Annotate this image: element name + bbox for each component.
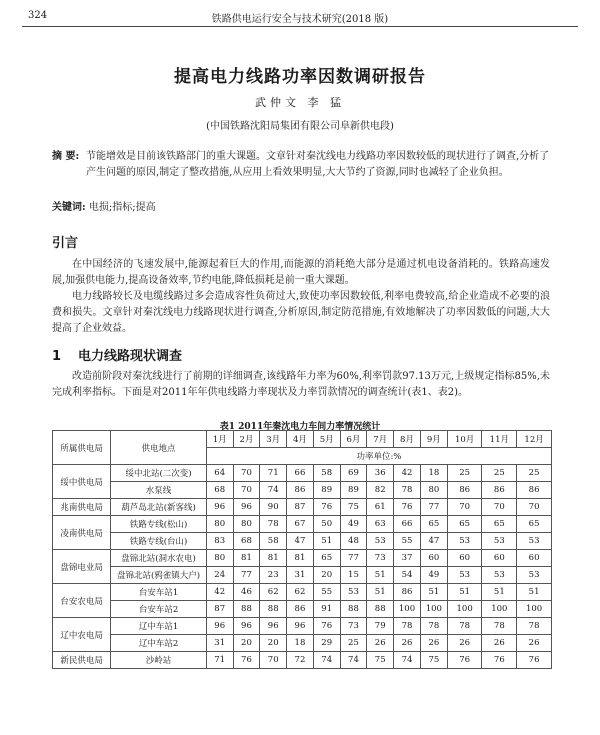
cell-value: 67 bbox=[287, 516, 314, 533]
cell-value: 76 bbox=[482, 652, 517, 669]
power-factor-table bbox=[52, 430, 552, 669]
cell-value: 86 bbox=[447, 482, 482, 499]
cell-value: 87 bbox=[287, 499, 314, 516]
cell-value: 83 bbox=[206, 533, 233, 550]
cell-value: 60 bbox=[420, 550, 447, 567]
section-1-number: 1 bbox=[52, 349, 62, 364]
cell-value: 77 bbox=[233, 567, 260, 584]
cell-value: 20 bbox=[260, 635, 287, 652]
cell-value: 42 bbox=[394, 465, 421, 482]
cell-value: 62 bbox=[260, 584, 287, 601]
page-number: 324 bbox=[28, 10, 48, 21]
cell-value: 78 bbox=[420, 618, 447, 635]
section-1-heading bbox=[52, 345, 182, 364]
cell-station: 辽中车站1 bbox=[111, 618, 207, 635]
cell-value: 74 bbox=[394, 652, 421, 669]
cell-value: 75 bbox=[367, 652, 394, 669]
table-body bbox=[53, 465, 552, 669]
cell-value: 51 bbox=[367, 584, 394, 601]
cell-value: 62 bbox=[287, 584, 314, 601]
cell-value: 58 bbox=[260, 533, 287, 550]
cell-value: 75 bbox=[420, 652, 447, 669]
cell-value: 87 bbox=[206, 601, 233, 618]
cell-station: 绥中北站(二次变) bbox=[111, 465, 207, 482]
header-month: 2月 bbox=[233, 431, 260, 448]
cell-value: 26 bbox=[420, 635, 447, 652]
cell-value: 53 bbox=[367, 533, 394, 550]
cell-value: 81 bbox=[287, 550, 314, 567]
cell-value: 50 bbox=[313, 516, 340, 533]
header-bureau: 所属供电局 bbox=[53, 431, 111, 465]
cell-value: 81 bbox=[260, 550, 287, 567]
cell-station: 葫芦岛北站(新客线) bbox=[111, 499, 207, 516]
cell-value: 70 bbox=[233, 465, 260, 482]
header-month: 9月 bbox=[420, 431, 447, 448]
cell-value: 24 bbox=[206, 567, 233, 584]
section-1-title: 电力线路现状调查 bbox=[78, 349, 183, 364]
cell-value: 53 bbox=[517, 567, 552, 584]
cell-value: 31 bbox=[287, 567, 314, 584]
cell-value: 25 bbox=[447, 465, 482, 482]
header-month: 3月 bbox=[260, 431, 287, 448]
table-row bbox=[53, 601, 552, 618]
cell-bureau: 新民供电局 bbox=[53, 652, 111, 669]
cell-value: 100 bbox=[394, 601, 421, 618]
cell-value: 77 bbox=[420, 499, 447, 516]
cell-value: 18 bbox=[420, 465, 447, 482]
header-month: 5月 bbox=[313, 431, 340, 448]
cell-station: 沙岭站 bbox=[111, 652, 207, 669]
header-month: 6月 bbox=[340, 431, 367, 448]
cell-value: 100 bbox=[482, 601, 517, 618]
cell-value: 26 bbox=[447, 635, 482, 652]
cell-value: 70 bbox=[233, 482, 260, 499]
intro-paragraph-1: 在中国经济的飞速发展中,能源起着巨大的作用,而能源的消耗绝大部分是通过机电设备消耗的。铁路高速发展,加强供电能力,提高设备效率,节约电能,降低损耗是前一重大课题。 bbox=[52, 259, 550, 286]
section-1-paragraph: 改造前阶段对秦沈线进行了前期的详细调查,该线路年力率为60%,利率罚款97.13万元,上级规定指标85%,未完成利率指标。下面是对2011年年供电线路力率现状及力率罚款情况的调查统计(表1、表2)。 bbox=[52, 371, 550, 398]
cell-value: 70 bbox=[260, 652, 287, 669]
cell-value: 77 bbox=[340, 550, 367, 567]
cell-value: 100 bbox=[447, 601, 482, 618]
cell-value: 74 bbox=[260, 482, 287, 499]
intro-paragraph-2: 电力线路较长及电缆线路过多会造成容性负荷过大,致使功率因数较低,利率电费较高,给企业造成不必要的浪费和损失。文章针对秦沈线电力线路现状进行调查,分析原因,制定防范措施,有效地解决了功率因数低的问题,大大提高了企业效益。 bbox=[52, 291, 550, 334]
cell-value: 65 bbox=[420, 516, 447, 533]
cell-value: 36 bbox=[367, 465, 394, 482]
cell-bureau: 台安农电局 bbox=[53, 584, 111, 618]
cell-value: 73 bbox=[367, 550, 394, 567]
cell-value: 26 bbox=[517, 635, 552, 652]
cell-value: 89 bbox=[340, 482, 367, 499]
cell-value: 46 bbox=[233, 584, 260, 601]
cell-station: 台安车站1 bbox=[111, 584, 207, 601]
header-month: 11月 bbox=[482, 431, 517, 448]
cell-value: 78 bbox=[260, 516, 287, 533]
cell-value: 100 bbox=[517, 601, 552, 618]
cell-value: 37 bbox=[394, 550, 421, 567]
cell-value: 76 bbox=[517, 652, 552, 669]
cell-value: 65 bbox=[517, 516, 552, 533]
cell-value: 53 bbox=[517, 533, 552, 550]
cell-value: 48 bbox=[340, 533, 367, 550]
cell-value: 25 bbox=[482, 465, 517, 482]
cell-value: 78 bbox=[482, 618, 517, 635]
cell-value: 63 bbox=[367, 516, 394, 533]
cell-value: 70 bbox=[447, 499, 482, 516]
cell-value: 86 bbox=[394, 584, 421, 601]
cell-value: 76 bbox=[233, 652, 260, 669]
cell-bureau: 绥中供电局 bbox=[53, 465, 111, 499]
cell-value: 70 bbox=[517, 499, 552, 516]
cell-value: 54 bbox=[394, 567, 421, 584]
cell-value: 65 bbox=[447, 516, 482, 533]
cell-value: 80 bbox=[420, 482, 447, 499]
cell-value: 86 bbox=[482, 482, 517, 499]
cell-station: 盘锦北站(鸦雀镇大户) bbox=[111, 567, 207, 584]
cell-value: 76 bbox=[394, 499, 421, 516]
cell-station: 辽中车站2 bbox=[111, 635, 207, 652]
cell-value: 60 bbox=[482, 550, 517, 567]
table-header-row bbox=[53, 431, 552, 448]
cell-value: 70 bbox=[482, 499, 517, 516]
cell-station: 盘锦北站(洞水农电) bbox=[111, 550, 207, 567]
cell-value: 47 bbox=[287, 533, 314, 550]
cell-bureau: 辽中农电局 bbox=[53, 618, 111, 652]
cell-bureau: 兆南供电局 bbox=[53, 499, 111, 516]
header-unit: 功率单位:% bbox=[206, 448, 551, 465]
table-caption: 表1 2011年秦沈电力车间力率情况统计 bbox=[219, 422, 381, 432]
cell-value: 100 bbox=[420, 601, 447, 618]
header-month: 8月 bbox=[394, 431, 421, 448]
header-month: 1月 bbox=[206, 431, 233, 448]
cell-value: 78 bbox=[517, 618, 552, 635]
cell-value: 76 bbox=[447, 652, 482, 669]
cell-value: 86 bbox=[287, 601, 314, 618]
cell-value: 26 bbox=[482, 635, 517, 652]
table-row bbox=[53, 482, 552, 499]
cell-value: 65 bbox=[482, 516, 517, 533]
table-row bbox=[53, 533, 552, 550]
cell-value: 53 bbox=[482, 533, 517, 550]
cell-value: 79 bbox=[367, 618, 394, 635]
cell-station: 水泵线 bbox=[111, 482, 207, 499]
table-row bbox=[53, 584, 552, 601]
header-month: 4月 bbox=[287, 431, 314, 448]
cell-value: 80 bbox=[233, 516, 260, 533]
cell-value: 69 bbox=[340, 465, 367, 482]
table-head bbox=[53, 431, 552, 465]
cell-value: 71 bbox=[260, 465, 287, 482]
cell-value: 80 bbox=[206, 516, 233, 533]
cell-value: 65 bbox=[313, 550, 340, 567]
cell-value: 15 bbox=[340, 567, 367, 584]
table-row bbox=[53, 516, 552, 533]
cell-value: 51 bbox=[420, 584, 447, 601]
cell-value: 96 bbox=[233, 499, 260, 516]
cell-value: 90 bbox=[260, 499, 287, 516]
cell-value: 49 bbox=[420, 567, 447, 584]
cell-value: 88 bbox=[340, 601, 367, 618]
journal-title: 铁路供电运行安全与技术研究(2018 版) bbox=[211, 14, 389, 25]
table-row bbox=[53, 635, 552, 652]
cell-value: 51 bbox=[517, 584, 552, 601]
header-station: 供电地点 bbox=[111, 431, 207, 465]
cell-value: 42 bbox=[206, 584, 233, 601]
cell-value: 68 bbox=[206, 482, 233, 499]
cell-value: 20 bbox=[313, 567, 340, 584]
cell-value: 51 bbox=[367, 567, 394, 584]
cell-value: 31 bbox=[206, 635, 233, 652]
authors: 武仲文 李 猛 bbox=[255, 96, 345, 109]
cell-value: 53 bbox=[340, 584, 367, 601]
cell-station: 铁路专线(松山) bbox=[111, 516, 207, 533]
keywords bbox=[52, 198, 550, 213]
cell-value: 96 bbox=[287, 618, 314, 635]
cell-value: 74 bbox=[313, 652, 340, 669]
cell-value: 26 bbox=[394, 635, 421, 652]
cell-value: 64 bbox=[206, 465, 233, 482]
abstract-label: 摘 要: bbox=[52, 151, 80, 162]
cell-value: 96 bbox=[206, 499, 233, 516]
cell-value: 86 bbox=[517, 482, 552, 499]
cell-value: 47 bbox=[420, 533, 447, 550]
cell-station: 铁路专线(台山) bbox=[111, 533, 207, 550]
keywords-label: 关键词: bbox=[52, 202, 86, 213]
cell-value: 51 bbox=[313, 533, 340, 550]
cell-value: 75 bbox=[340, 499, 367, 516]
cell-value: 89 bbox=[313, 482, 340, 499]
cell-value: 68 bbox=[233, 533, 260, 550]
cell-value: 55 bbox=[313, 584, 340, 601]
cell-value: 53 bbox=[447, 567, 482, 584]
cell-value: 23 bbox=[260, 567, 287, 584]
cell-value: 74 bbox=[340, 652, 367, 669]
cell-value: 72 bbox=[287, 652, 314, 669]
table-row bbox=[53, 567, 552, 584]
cell-value: 76 bbox=[313, 499, 340, 516]
cell-value: 66 bbox=[394, 516, 421, 533]
table-row bbox=[53, 550, 552, 567]
cell-value: 80 bbox=[206, 550, 233, 567]
abstract bbox=[52, 149, 550, 181]
cell-value: 86 bbox=[287, 482, 314, 499]
cell-value: 60 bbox=[517, 550, 552, 567]
cell-value: 25 bbox=[340, 635, 367, 652]
running-header bbox=[22, 8, 578, 27]
table-row bbox=[53, 465, 552, 482]
cell-value: 55 bbox=[394, 533, 421, 550]
table-row bbox=[53, 499, 552, 516]
cell-value: 73 bbox=[340, 618, 367, 635]
header-month: 7月 bbox=[367, 431, 394, 448]
cell-value: 26 bbox=[367, 635, 394, 652]
header-month: 12月 bbox=[517, 431, 552, 448]
cell-value: 51 bbox=[482, 584, 517, 601]
cell-value: 53 bbox=[447, 533, 482, 550]
cell-value: 91 bbox=[313, 601, 340, 618]
cell-value: 81 bbox=[233, 550, 260, 567]
paper-title: 提高电力线路功率因数调研报告 bbox=[174, 67, 426, 87]
abstract-text: 节能增效是目前该铁路部门的重大课题。文章针对秦沈线电力线路功率因数较低的现状进行了调查,分析了产生问题的原因,制定了整改措施,从应用上看效果明显,大大节约了资源,同时也减轻了企业负担。 bbox=[86, 151, 550, 178]
cell-value: 61 bbox=[367, 499, 394, 516]
cell-value: 49 bbox=[340, 516, 367, 533]
cell-value: 53 bbox=[482, 567, 517, 584]
cell-value: 88 bbox=[260, 601, 287, 618]
cell-value: 96 bbox=[233, 618, 260, 635]
cell-value: 51 bbox=[447, 584, 482, 601]
cell-value: 78 bbox=[394, 618, 421, 635]
cell-value: 78 bbox=[447, 618, 482, 635]
cell-value: 96 bbox=[260, 618, 287, 635]
cell-value: 20 bbox=[233, 635, 260, 652]
cell-bureau: 凌南供电局 bbox=[53, 516, 111, 550]
cell-value: 60 bbox=[447, 550, 482, 567]
cell-value: 29 bbox=[313, 635, 340, 652]
cell-value: 78 bbox=[394, 482, 421, 499]
cell-value: 25 bbox=[517, 465, 552, 482]
cell-bureau: 盘锦电业局 bbox=[53, 550, 111, 584]
cell-value: 96 bbox=[206, 618, 233, 635]
cell-value: 76 bbox=[313, 618, 340, 635]
cell-value: 66 bbox=[287, 465, 314, 482]
cell-value: 88 bbox=[233, 601, 260, 618]
cell-value: 71 bbox=[206, 652, 233, 669]
cell-value: 88 bbox=[367, 601, 394, 618]
keywords-text: 电损;指标;提高 bbox=[88, 202, 156, 213]
header-month: 10月 bbox=[447, 431, 482, 448]
table-row bbox=[53, 652, 552, 669]
cell-value: 18 bbox=[287, 635, 314, 652]
table-row bbox=[53, 618, 552, 635]
affiliation: (中国铁路沈阳局集团有限公司阜新供电段) bbox=[206, 121, 394, 132]
intro-heading: 引言 bbox=[52, 236, 79, 251]
cell-value: 58 bbox=[313, 465, 340, 482]
cell-value: 82 bbox=[367, 482, 394, 499]
cell-station: 台安车站2 bbox=[111, 601, 207, 618]
